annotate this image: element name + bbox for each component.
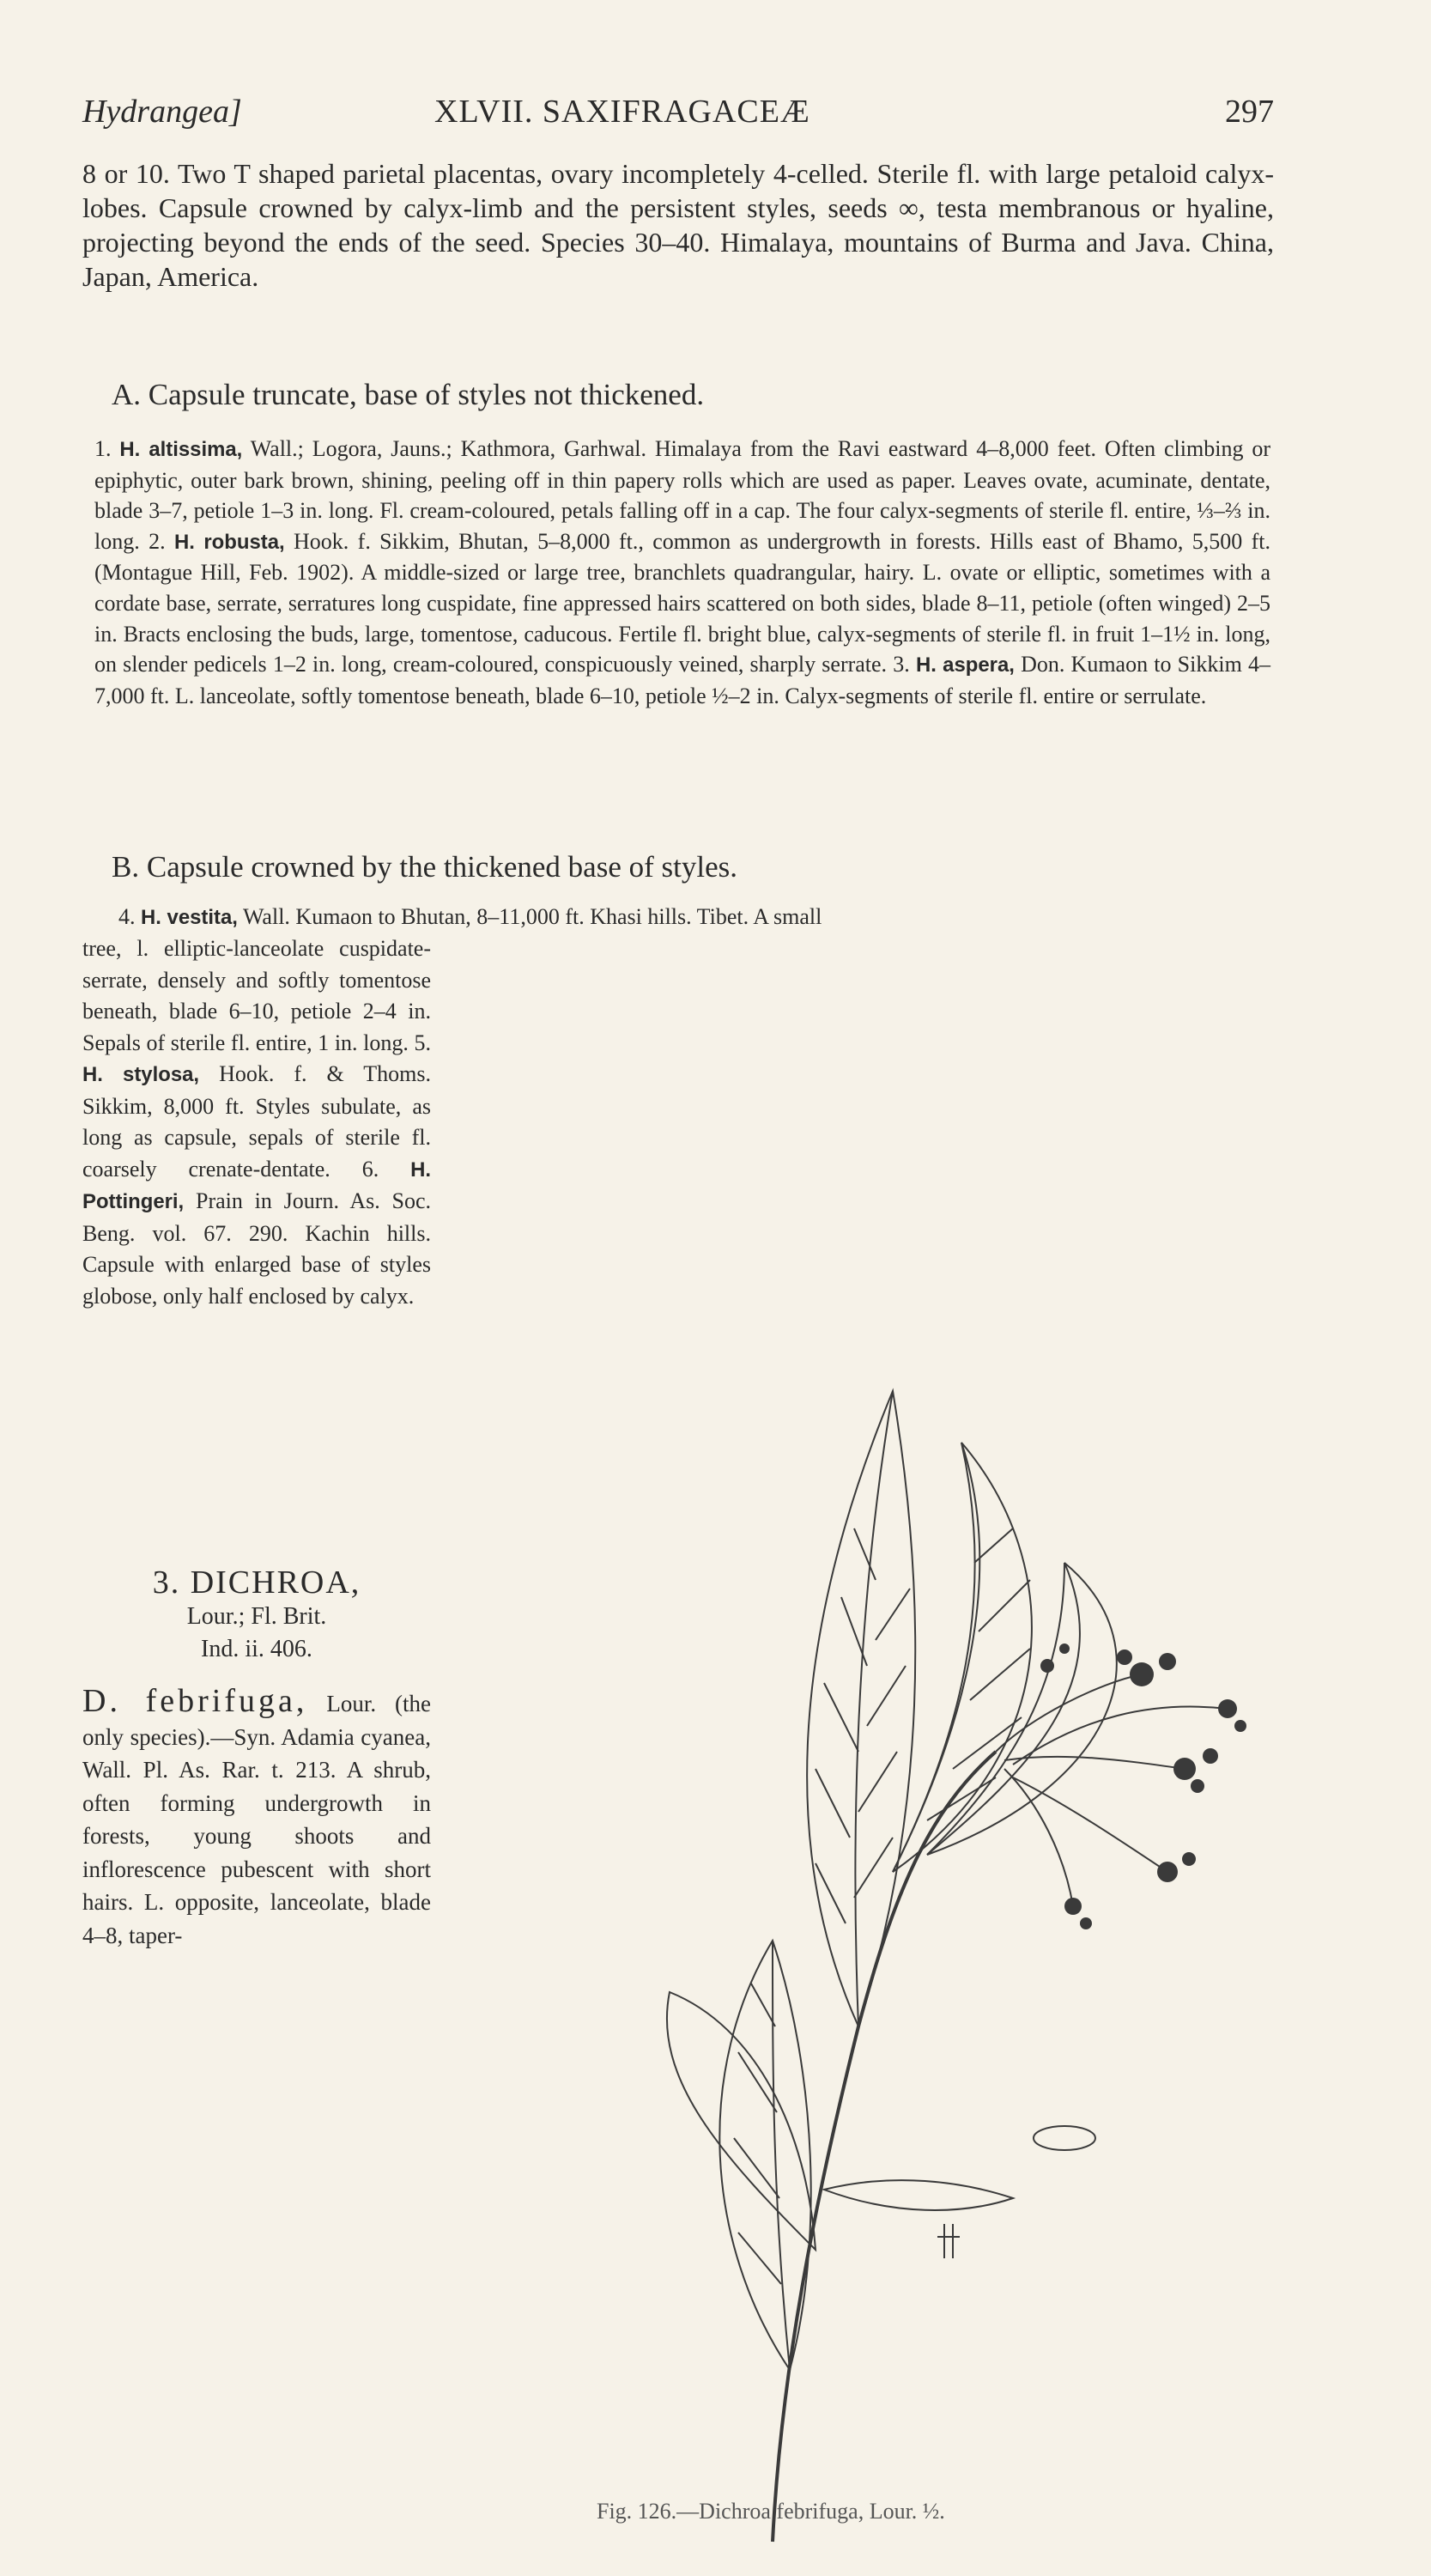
entry-3-text: Don. Kumaon to Sikkim 4–7,000 ft. L. lanceolate, softly tomentose beneath, blade 6–10, petiole ½–2 in. Calyx-segments of sterile fl. entire or serrulate. [94, 652, 1270, 708]
entry-3-num: 3. [893, 652, 910, 677]
entry-6-text: Prain in Journ. As. Soc. Beng. vol. 67. 290. Kachin hills. Capsule with enlarged base of styles globose, only half enclosed by calyx. [82, 1188, 431, 1309]
entry-4-text: Wall. Kumaon to Bhutan, 8–11,000 ft. Khasi hills. Tibet. A small [237, 904, 822, 929]
entry-2-num: 2. [149, 528, 166, 554]
figure-caption: Fig. 126.—Dichroa febrifuga, Lour. ½. [597, 2499, 945, 2524]
entry-2-name: H. robusta, [173, 530, 285, 554]
section-a-text [94, 434, 1270, 711]
section-b-heading: B. Capsule crowned by the thickened base of styles. [112, 850, 737, 884]
entry-4-name: H. vestita, [141, 906, 238, 929]
running-header [82, 93, 1274, 136]
entry-6-name: H. Pottingeri, [82, 1157, 432, 1213]
bud-detail [1034, 2126, 1095, 2150]
entry-2-text: Hook. f. Sikkim, Bhutan, 5–8,000 ft., common as undergrowth in forests. Hills east of Bhamo, 5,500 ft. (Montague Hill, Feb. 1902). A middle-sized or large tree, branchlets quadrangular, hairy. L. ovate or elliptic, sometimes with a cordate base, serrate, serratures long cuspidate, fine appressed hairs scattered on both sides, blade 8–11, petiole (often winged) 2–5 in. Bracts enclosing the buds, large, tomentose, caducous. Fertile fl. bright blue, calyx-segments of sterile fl. in fruit 1–1½ in. long, on slender pedicels 1–2 in. long, cream-coloured, conspicuously veined, sharply serrate. [94, 528, 1270, 677]
page-number: 297 [1225, 94, 1274, 130]
entry-4-continued: tree, l. elliptic-lanceolate cuspidate-serrate, densely and softly tomentose beneath, blade 6–10, petiole 2–4 in. Sepals of sterile fl. entire, 1 in. long. [82, 936, 431, 1055]
entry-3-name: H. aspera, [915, 653, 1015, 677]
header-family: XLVII. SAXIFRAGACEÆ [434, 94, 810, 130]
entry-1-num: 1. [94, 436, 112, 461]
entry-1-name: H. altissima, [119, 438, 243, 461]
intro-paragraph: 8 or 10. Two T shaped parietal placentas, ovary incompletely 4-celled. Sterile fl. with large petaloid calyx-lobes. Capsule crowned by calyx-limb and the persistent styles, seeds ∞, testa membranous or hyaline, projecting beyond the ends of the seed. Species 30–40. Himalaya, mountains of Burma and Java. China, Japan, America. [82, 158, 1274, 292]
leaf-horizontal [824, 2180, 1013, 2210]
entry-6-num: 6. [361, 1156, 379, 1182]
botanical-illustration [412, 910, 1279, 2576]
stem [773, 1752, 996, 2542]
genus-title: 3. DICHROA, [152, 1564, 361, 1601]
genus-ref-2: Ind. ii. 406. [201, 1636, 312, 1662]
entry-5-num: 5. [414, 1030, 431, 1055]
flower-detail [937, 2224, 960, 2258]
entry-5-name: H. stylosa, [82, 1063, 200, 1086]
leaf-upper-1 [807, 1391, 915, 2026]
entry-5-text: Hook. f. & Thoms. Sikkim, 8,000 ft. Styles subulate, as long as capsule, sepals of sterile fl. coarsely crenate-dentate. [82, 1061, 431, 1182]
entry-4-num: 4. [118, 904, 136, 929]
section-a-heading: A. Capsule truncate, base of styles not thickened. [112, 378, 705, 411]
species-paragraph [82, 1685, 431, 1952]
genus-ref-1: Lour.; Fl. Brit. [186, 1603, 327, 1630]
entry-1-text: Wall.; Logora, Jauns.; Kathmora, Garhwal. Himalaya from the Ravi eastward 4–8,000 feet. Often climbing or epiphytic, outer bark brown, shining, peeling off in thin papery rolls which are used as paper. Leaves ovate, acuminate, dentate, blade 3–7, petiole 1–3 in. long. Fl. cream-coloured, petals falling off in a cap. The four calyx-segments of sterile fl. entire, ⅓–⅔ in. long. [94, 436, 1270, 554]
section-b-column [82, 933, 431, 1312]
leaf-upper-2 [893, 1443, 1032, 1872]
header-genus: Hydrangea] [82, 94, 242, 130]
species-name: D. febrifuga, [82, 1683, 308, 1719]
species-description: Lour. (the only species).—Syn. Adamia cyanea, Wall. Pl. As. Rar. t. 213. A shrub, often forming undergrowth in forests, young shoots and inflorescence pubescent with short hairs. L. opposite, lanceolate, blade 4–8, taper- [82, 1691, 431, 1948]
leaf-lower-2 [667, 1992, 816, 2250]
genus-dichroa [82, 1564, 431, 1952]
